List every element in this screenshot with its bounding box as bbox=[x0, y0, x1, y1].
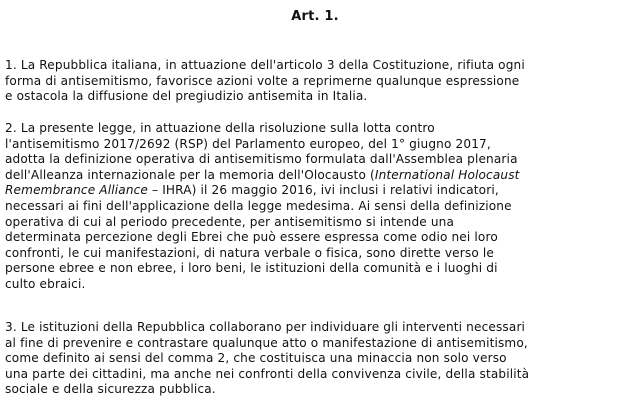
article-title: Art. 1. bbox=[291, 9, 339, 24]
line-text: dell'Alleanza internazionale per la memoria dell'Olocausto ( bbox=[5, 167, 375, 182]
paragraph-line: culto ebraici. bbox=[5, 276, 86, 291]
paragraph-line: sociale e della sicurezza pubblica. bbox=[5, 382, 216, 397]
paragraph-line: adotta la definizione operativa di antisemitismo formulata dall'Assemblea plenaria bbox=[5, 152, 518, 167]
paragraph-line: operativa di cui al periodo precedente, per antisemitismo si intende una bbox=[5, 214, 455, 229]
paragraph-line: necessari ai fini dell'applicazione della legge medesima. Ai sensi della definizione bbox=[5, 198, 512, 213]
paragraph-line: persone ebree e non ebree, i loro beni, le istituzioni della comunità e i luoghi di bbox=[5, 261, 498, 276]
paragraph-line bbox=[5, 183, 627, 199]
paragraph-line: 3. Le istituzioni della Repubblica collaborano per individuare gli interventi necessari bbox=[5, 320, 526, 334]
paragraph-line: forma di antisemitismo, favorisce azioni volte a reprimerne qualunque espressione bbox=[5, 73, 520, 88]
paragraph-line bbox=[5, 168, 627, 184]
paragraph-1 bbox=[5, 58, 627, 105]
paragraph-line: 2. La presente legge, in attuazione della risoluzione sulla lotta contro bbox=[5, 121, 435, 135]
paragraph-2 bbox=[5, 121, 627, 293]
ihra-italic-name-part2: Remembrance Alliance bbox=[5, 183, 149, 198]
paragraph-line: l'antisemitismo 2017/2692 (RSP) del Parlamento europeo, del 1° giugno 2017, bbox=[5, 136, 491, 151]
paragraph-line: 1. La Repubblica italiana, in attuazione dell'articolo 3 della Costituzione, rifiuta ogni bbox=[5, 58, 525, 72]
ihra-italic-name-part1: International Holocaust bbox=[374, 167, 520, 182]
paragraph-line: al fine di prevenire e contrastare qualunque atto o manifestazione di antisemitismo, bbox=[5, 335, 528, 350]
paragraph-line: come definito ai sensi del comma 2, che costituisca una minaccia non solo verso bbox=[5, 351, 507, 366]
paragraph-3 bbox=[5, 320, 627, 398]
paragraph-line: confronti, le cui manifestazioni, di natura verbale o fisica, sono dirette verso le bbox=[5, 245, 494, 260]
paragraph-line: determinata percezione degli Ebrei che può essere espressa come odio nei loro bbox=[5, 230, 498, 245]
line-text: – IHRA) il 26 maggio 2016, ivi inclusi i relativi indicatori, bbox=[148, 183, 499, 198]
paragraph-line: e ostacola la diffusione del pregiudizio antisemita in Italia. bbox=[5, 89, 368, 104]
paragraph-line: una parte dei cittadini, ma anche nei confronti della convivenza civile, della stabilità bbox=[5, 366, 530, 381]
